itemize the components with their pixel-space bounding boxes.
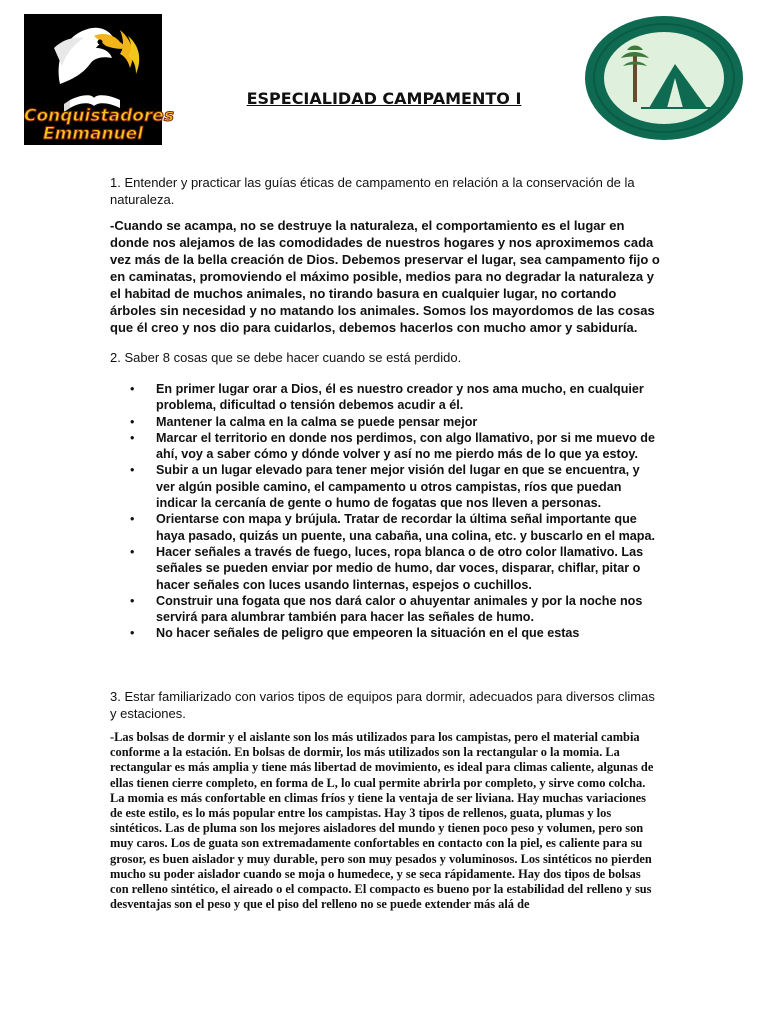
question-1: 1. Entender y practicar las guías éticas de campamento en relación a la conservación de la naturaleza. <box>110 175 635 207</box>
list-item: • Orientarse con mapa y brújula. Tratar de recordar la última señal importante que haya pasado, quizás un puente, una cabaña, una colina, etc. y buscarlo en el mapa. <box>130 512 655 543</box>
lost-steps-list <box>110 381 655 642</box>
bullet-icon: • <box>130 512 135 527</box>
logo-text-line1: Conquistadores <box>24 106 174 126</box>
list-item: • Construir una fogata que nos dará calor o ahuyentar animales y por la noche nos servirá para alumbrar también para hacer las señales de humo. <box>130 593 643 625</box>
bullet-icon: • <box>130 593 135 608</box>
list-item: • Mantener la calma en la calma se puede pensar mejor <box>130 414 478 429</box>
bullet-icon: • <box>130 430 135 445</box>
list-item: • Hacer señales a través de fuego, luces, ropa blanca o de otro color llamativo. Las señales se pueden enviar por medio de humo, dar voces, disparar, chiflar, pitar o hacer señales con luces usando linternas, espejos o cuchillos. <box>130 544 644 592</box>
list-item: • Subir a un lugar elevado para tener mejor visión del lugar en que se encuentra, y ver algún posible camino, el campamento u otros campistas, ríos que puedan indicar la cercanía de gente o humo de fogatas que nos lleven a personas. <box>130 463 640 511</box>
answer-3: -Las bolsas de dormir y el aislante son los más utilizados para los campistas, pero el material cambia conforme a la estación. En bolsas de dormir, los más utilizados son la rectangular o la momia. La rectangular es más amplia y tiene más libertad de movimiento, es ideal para climas caliente, algunas de ellas tienen cierre completo, en forma de L, lo cual permite abrirla por completo, y sirve como colcha. La momia es más confortable en climas fríos y tiene la ventaja de ser liviana. Hay muchas variaciones de este estilo, es lo más popular entre los campistas. Hay 3 tipos de rellenos, guata, plumas y los sintéticos. Las de pluma son los mejores aisladores del mundo y tienen poco peso y volumen, pero son muy caros. Los de guata son extremadamente confortables en contacto con la piel, es caliente para su grosor, es buen aislador y muy durable, pero son muy pesados y voluminosos. Los sintéticos no pierden mucho su poder aislador cuando se moja o humedece, y se seca rápidamente. Hay dos tipos de bolsas con relleno sintético, el aireado o el compacto. El compacto es bueno por la estabilidad del relleno y sus desventajas son el peso y que el piso del relleno no se puede extender más alá de <box>110 730 654 912</box>
tent-tree-badge-icon <box>583 14 745 142</box>
question-2: 2. Saber 8 cosas que se debe hacer cuando se está perdido. <box>110 350 462 365</box>
page-title: ESPECIALIDAD CAMPAMENTO I <box>246 89 522 108</box>
question-3: 3. Estar familiarizado con varios tipos de equipos para dormir, adecuados para diversos climas y estaciones. <box>110 689 655 721</box>
bullet-icon: • <box>130 414 135 429</box>
list-item: • En primer lugar orar a Dios, él es nuestro creador y nos ama mucho, en cualquier problema, dificultad o tensión debemos acudir a él. <box>130 382 644 413</box>
campamento-badge <box>583 14 745 142</box>
list-item: • No hacer señales de peligro que empeoren la situación en el que estas <box>130 626 580 641</box>
bullet-icon: • <box>130 626 135 641</box>
answer-1: -Cuando se acampa, no se destruye la naturaleza, el comportamiento es el lugar en donde nos alejamos de las comodidades de nuestros hogares y nos aproximemos cada vez más de la bella creación de Dios. Debemos preservar el lugar, sea campamento fijo o en caminatas, promoviendo el máximo posible, medios para no degradar la naturaleza y el habitad de muchos animales, no tirando basura en cualquier lugar, no cortando árboles sin necesidad y no matando los animales. Somos los mayordomos de las cosas que él creo y nos dio para cuidarlos, debemos hacerlos con mucho amor y sabiduría. <box>110 218 660 335</box>
bullet-icon: • <box>130 544 135 559</box>
bullet-icon: • <box>130 382 135 396</box>
conquistadores-logo <box>24 14 174 145</box>
logo-text-line2: Emmanuel <box>42 124 144 144</box>
bullet-icon: • <box>130 463 135 478</box>
list-item: • Marcar el territorio en donde nos perdimos, con algo llamativo, por si me muevo de ahí, voy a saber cómo y dónde volver y así no me pierdo más de lo que ya estoy. <box>130 430 655 462</box>
